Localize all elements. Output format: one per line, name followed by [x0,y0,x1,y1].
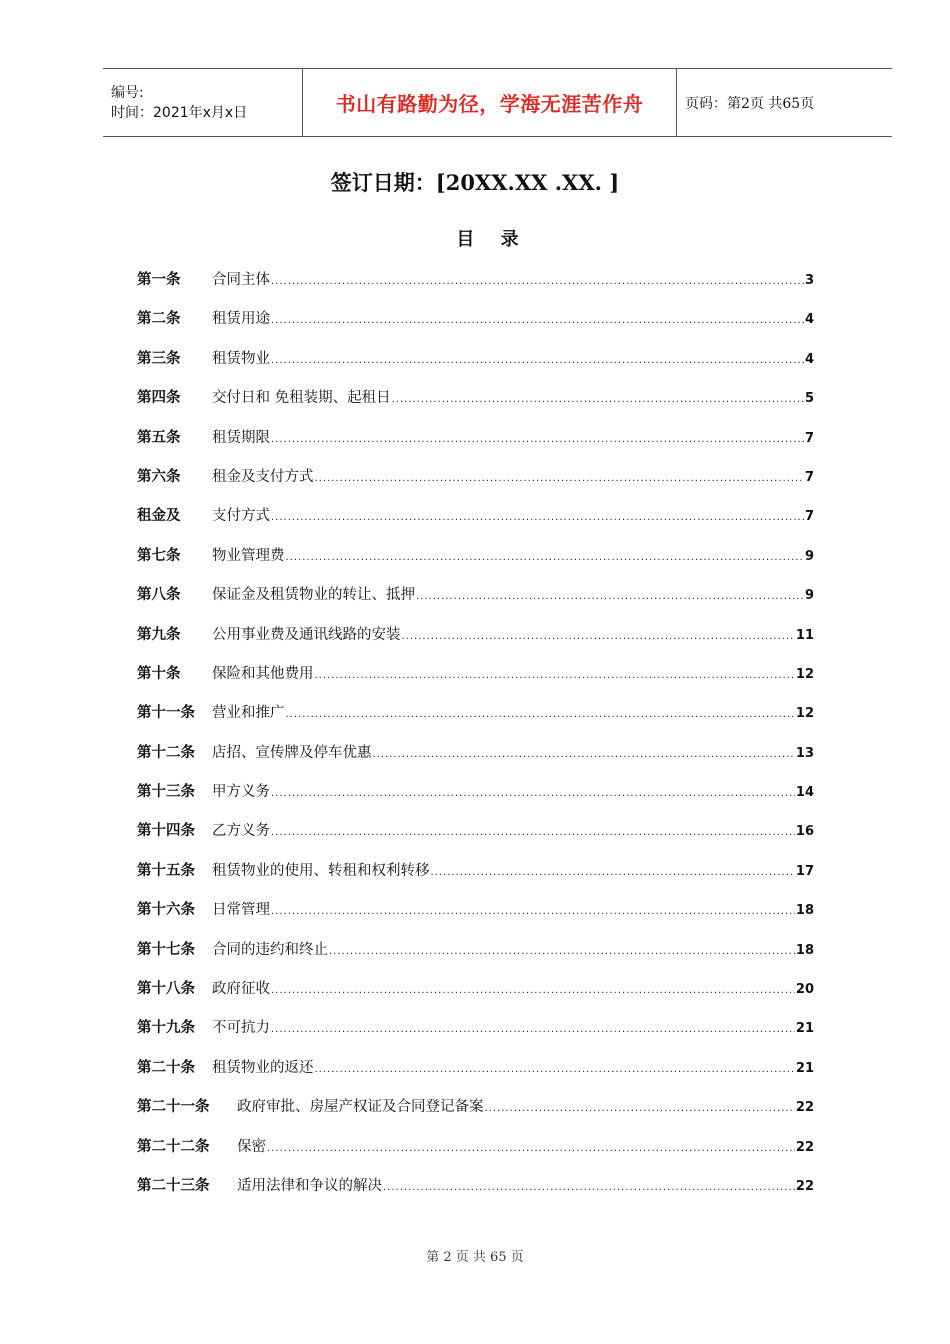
toc-entry-page: 16 [795,824,814,840]
toc-entry[interactable] [137,817,814,856]
toc-entry-page: 22 [795,1139,814,1155]
toc-entry-number: 租金及 [137,508,181,525]
toc-entry-number: 第五条 [137,429,181,446]
toc-entry-page: 3 [804,273,814,288]
toc-leader-dots [286,544,804,572]
page-code: 页码：第2页 共65页 [685,95,815,112]
toc-entry-page: 7 [804,469,814,485]
toc-entry-number: 第十条 [137,665,181,682]
toc-entry[interactable] [137,936,814,975]
toc-entry-page: 7 [804,509,814,525]
toc-entry-title: 政府审批、房屋产权证及合同登记备案 [237,1099,484,1116]
toc-entry-title: 日常管理 [212,902,270,919]
toc-entry-page: 17 [795,863,814,879]
toc-leader-dots [373,741,795,769]
toc-entry[interactable] [137,896,814,935]
toc-entry-title: 租赁物业的返还 [212,1059,314,1076]
toc-leader-dots [416,583,804,611]
toc-entry[interactable] [137,581,814,620]
toc-entry[interactable] [137,621,814,660]
toc-entry-number: 第十八条 [137,981,195,998]
toc-entry[interactable] [137,660,814,699]
toc-entry-page: 9 [804,548,814,564]
toc-entry-title: 交付日和 免租装期、起租日 [212,390,391,407]
toc-leader-dots [485,1095,795,1123]
toc-entry-page: 14 [795,785,814,801]
toc-entry[interactable] [137,975,814,1014]
toc-entry-number: 第十五条 [137,862,195,879]
toc-entry-page: 7 [804,430,814,446]
toc-entry-title: 乙方义务 [212,823,270,840]
toc-entry-page: 21 [795,1021,814,1037]
table-of-contents [137,266,814,1211]
toc-entry[interactable] [137,1172,814,1211]
toc-entry-page: 4 [804,312,814,328]
toc-entry[interactable] [137,1014,814,1053]
sign-date: 签订日期：[20XX.XX .XX. ] [330,170,620,195]
time-label: 时间：2021年x月x日 [111,104,248,121]
toc-leader-dots [315,1056,795,1084]
toc-leader-dots [271,307,804,335]
toc-entry-number: 第四条 [137,390,181,407]
toc-entry-page: 18 [795,903,814,919]
toc-entry-title: 合同的违约和终止 [212,941,328,958]
toc-entry-page: 13 [795,745,814,761]
toc-entry-page: 12 [795,706,814,722]
page-header [103,68,892,137]
toc-title: 目 录 [456,229,529,250]
toc-entry-title: 店招、宣传牌及停车优惠 [212,744,372,761]
toc-entry-page: 18 [795,942,814,958]
toc-entry-number: 第七条 [137,547,181,564]
toc-entry-title: 甲方义务 [212,784,270,801]
toc-entry-number: 第一条 [137,272,181,288]
toc-entry[interactable] [137,1133,814,1172]
toc-entry-number: 第十七条 [137,941,195,958]
toc-entry-number: 第十三条 [137,784,195,801]
toc-entry-page: 11 [795,627,814,643]
toc-entry-number: 第八条 [137,587,181,604]
toc-leader-dots [271,347,804,375]
toc-entry-number: 第二十条 [137,1059,195,1076]
toc-entry-title: 保证金及租赁物业的转让、抵押 [212,587,415,604]
toc-entry[interactable] [137,739,814,778]
toc-entry-page: 22 [795,1178,814,1194]
toc-entry-page: 5 [804,391,814,407]
slogan: 书山有路勤为径，学海无涯苦作舟 [335,92,644,116]
toc-entry-number: 第十四条 [137,823,195,840]
toc-entry[interactable] [137,345,814,384]
toc-entry-title: 支付方式 [212,508,270,525]
toc-leader-dots [286,701,795,729]
page-footer: 第 2 页 共 65 页 [426,1250,524,1265]
toc-entry-title: 营业和推广 [212,705,285,722]
serial-label: 编号: [111,84,144,101]
toc-entry[interactable] [137,384,814,423]
toc-entry[interactable] [137,1093,814,1132]
toc-entry-title: 合同主体 [212,272,270,288]
header-page-code-cell [677,69,892,136]
toc-entry[interactable] [137,857,814,896]
toc-leader-dots [271,504,804,532]
toc-leader-dots [315,465,804,493]
toc-leader-dots [271,268,804,296]
toc-entry-page: 4 [804,351,814,367]
toc-entry-title: 保密 [237,1138,266,1155]
toc-entry-number: 第二十一条 [137,1099,210,1116]
toc-entry-number: 第十一条 [137,705,195,722]
toc-entry-title: 租赁期限 [212,429,270,446]
toc-entry[interactable] [137,699,814,738]
toc-entry-page: 21 [795,1060,814,1076]
toc-entry-title: 租金及支付方式 [212,468,314,485]
toc-entry-page: 12 [795,666,814,682]
toc-entry-title: 租赁物业的使用、转租和权利转移 [212,862,430,879]
toc-entry[interactable] [137,305,814,344]
toc-entry-page: 9 [804,588,814,604]
toc-entry-title: 租赁用途 [212,311,270,328]
toc-leader-dots [271,977,795,1005]
toc-entry-number: 第二条 [137,311,181,328]
toc-leader-dots [315,662,795,690]
toc-entry-number: 第二十二条 [137,1138,210,1155]
toc-entry-number: 第六条 [137,468,181,485]
header-slogan-cell [303,69,677,136]
toc-entry-number: 第十二条 [137,744,195,761]
toc-entry[interactable] [137,502,814,541]
toc-entry-page: 22 [795,1100,814,1116]
toc-entry[interactable] [137,778,814,817]
toc-leader-dots [271,898,795,926]
toc-entry-title: 适用法律和争议的解决 [237,1177,382,1194]
toc-entry-title: 保险和其他费用 [212,665,314,682]
toc-entry-number: 第十六条 [137,902,195,919]
toc-entry-number: 第三条 [137,350,181,367]
toc-leader-dots [431,859,795,887]
toc-leader-dots [271,426,804,454]
toc-entry-title: 租赁物业 [212,350,270,367]
toc-leader-dots [271,780,795,808]
toc-entry[interactable] [137,463,814,502]
toc-entry-number: 第二十三条 [137,1177,210,1194]
header-meta [103,69,303,136]
toc-leader-dots [402,623,795,651]
toc-entry-title: 政府征收 [212,981,270,998]
toc-entry-page: 20 [795,982,814,998]
toc-entry[interactable] [137,1054,814,1093]
toc-leader-dots [271,1016,795,1044]
toc-entry[interactable] [137,542,814,581]
toc-entry[interactable] [137,424,814,463]
toc-leader-dots [383,1174,795,1202]
toc-entry-number: 第九条 [137,626,181,643]
toc-entry-title: 不可抗力 [212,1020,270,1037]
toc-leader-dots [392,386,804,414]
toc-leader-dots [267,1135,795,1163]
toc-leader-dots [271,819,795,847]
toc-entry-title: 公用事业费及通讯线路的安装 [212,626,401,643]
toc-entry-title: 物业管理费 [212,547,285,564]
toc-entry-number: 第十九条 [137,1020,195,1037]
toc-entry[interactable] [137,266,814,305]
toc-leader-dots [329,938,795,966]
